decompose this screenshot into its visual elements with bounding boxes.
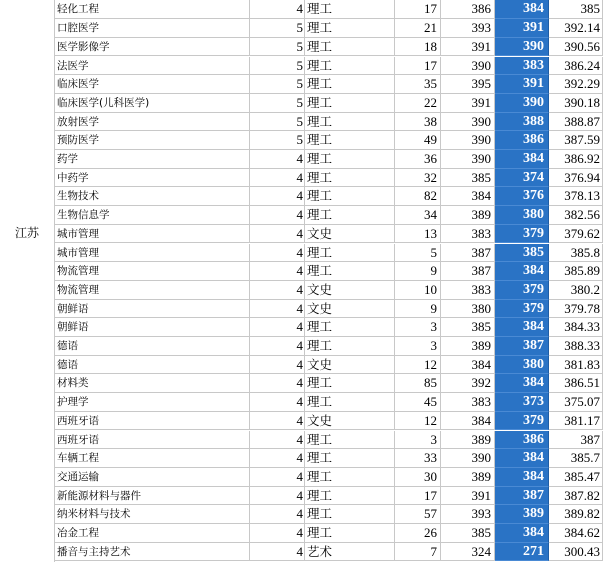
- major-cell[interactable]: 生物技术: [54, 187, 250, 206]
- category-cell[interactable]: 理工: [305, 131, 395, 150]
- avg-score-cell[interactable]: 376.94: [549, 169, 603, 188]
- category-cell[interactable]: 理工: [305, 150, 395, 169]
- years-cell[interactable]: 4: [250, 374, 305, 393]
- min-score-cell[interactable]: 389: [495, 505, 549, 524]
- avg-score-cell[interactable]: 385.89: [549, 262, 603, 281]
- category-cell[interactable]: 文史: [305, 356, 395, 375]
- table-row: [54, 393, 600, 412]
- category-cell[interactable]: 艺术: [305, 543, 395, 562]
- plan-count-cell[interactable]: 32: [395, 169, 441, 188]
- table-row: [54, 244, 600, 263]
- major-cell[interactable]: 材料类: [54, 374, 250, 393]
- min-score-cell[interactable]: 376: [495, 187, 549, 206]
- major-cell[interactable]: 物流管理: [54, 281, 250, 300]
- plan-count-cell[interactable]: 3: [395, 318, 441, 337]
- max-score-cell[interactable]: 392: [441, 374, 495, 393]
- years-cell[interactable]: 5: [250, 57, 305, 76]
- max-score-cell[interactable]: 385: [441, 169, 495, 188]
- max-score-cell[interactable]: 384: [441, 356, 495, 375]
- min-score-cell[interactable]: 386: [495, 431, 549, 450]
- category-cell[interactable]: 理工: [305, 206, 395, 225]
- category-cell[interactable]: 理工: [305, 431, 395, 450]
- min-score-cell[interactable]: 384: [495, 150, 549, 169]
- plan-count-cell[interactable]: 21: [395, 19, 441, 38]
- category-cell[interactable]: 文史: [305, 300, 395, 319]
- max-score-cell[interactable]: 395: [441, 75, 495, 94]
- major-cell[interactable]: 护理学: [54, 393, 250, 412]
- major-cell[interactable]: 交通运输: [54, 468, 250, 487]
- avg-score-cell[interactable]: 381.83: [549, 356, 603, 375]
- min-score-cell[interactable]: 386: [495, 131, 549, 150]
- category-cell[interactable]: 理工: [305, 393, 395, 412]
- years-cell[interactable]: 4: [250, 262, 305, 281]
- years-cell[interactable]: 5: [250, 75, 305, 94]
- min-score-cell[interactable]: 379: [495, 412, 549, 431]
- plan-count-cell[interactable]: 26: [395, 524, 441, 543]
- major-cell[interactable]: 中药学: [54, 169, 250, 188]
- avg-score-cell[interactable]: 386.92: [549, 150, 603, 169]
- min-score-cell[interactable]: 380: [495, 206, 549, 225]
- min-score-cell[interactable]: 387: [495, 487, 549, 506]
- avg-score-cell[interactable]: 390.56: [549, 38, 603, 57]
- min-score-cell[interactable]: 384: [495, 524, 549, 543]
- years-cell[interactable]: 5: [250, 131, 305, 150]
- major-cell[interactable]: 口腔医学: [54, 19, 250, 38]
- plan-count-cell[interactable]: 82: [395, 187, 441, 206]
- years-cell[interactable]: 4: [250, 150, 305, 169]
- major-cell[interactable]: 法医学: [54, 57, 250, 76]
- plan-count-cell[interactable]: 38: [395, 113, 441, 132]
- major-cell[interactable]: 轻化工程: [54, 0, 250, 19]
- years-cell[interactable]: 4: [250, 169, 305, 188]
- avg-score-cell[interactable]: 392.14: [549, 19, 603, 38]
- category-cell[interactable]: 理工: [305, 487, 395, 506]
- table-row: [54, 337, 600, 356]
- max-score-cell[interactable]: 385: [441, 318, 495, 337]
- table-row: [54, 468, 600, 487]
- years-cell[interactable]: 4: [250, 356, 305, 375]
- major-cell[interactable]: 播音与主持艺术: [54, 543, 250, 562]
- table-row: [54, 281, 600, 300]
- min-score-cell[interactable]: 384: [495, 449, 549, 468]
- max-score-cell[interactable]: 391: [441, 487, 495, 506]
- major-cell[interactable]: 药学: [54, 150, 250, 169]
- avg-score-cell[interactable]: 389.82: [549, 505, 603, 524]
- min-score-cell[interactable]: 385: [495, 244, 549, 263]
- plan-count-cell[interactable]: 45: [395, 393, 441, 412]
- category-cell[interactable]: 理工: [305, 113, 395, 132]
- plan-count-cell[interactable]: 7: [395, 543, 441, 562]
- max-score-cell[interactable]: 393: [441, 19, 495, 38]
- major-cell[interactable]: 朝鲜语: [54, 300, 250, 319]
- max-score-cell[interactable]: 391: [441, 94, 495, 113]
- min-score-cell[interactable]: 384: [495, 0, 549, 19]
- plan-count-cell[interactable]: 49: [395, 131, 441, 150]
- years-cell[interactable]: 5: [250, 113, 305, 132]
- max-score-cell[interactable]: 389: [441, 468, 495, 487]
- max-score-cell[interactable]: 387: [441, 244, 495, 263]
- category-cell[interactable]: 理工: [305, 262, 395, 281]
- max-score-cell[interactable]: 386: [441, 0, 495, 19]
- max-score-cell[interactable]: 389: [441, 206, 495, 225]
- years-cell[interactable]: 4: [250, 505, 305, 524]
- max-score-cell[interactable]: 390: [441, 449, 495, 468]
- avg-score-cell[interactable]: 386.51: [549, 374, 603, 393]
- plan-count-cell[interactable]: 17: [395, 487, 441, 506]
- avg-score-cell[interactable]: 385.7: [549, 449, 603, 468]
- plan-count-cell[interactable]: 22: [395, 94, 441, 113]
- min-score-cell[interactable]: 384: [495, 318, 549, 337]
- min-score-cell[interactable]: 374: [495, 169, 549, 188]
- table-row: [54, 505, 600, 524]
- category-cell[interactable]: 理工: [305, 19, 395, 38]
- major-cell[interactable]: 城市管理: [54, 244, 250, 263]
- min-score-cell[interactable]: 388: [495, 113, 549, 132]
- major-cell[interactable]: 朝鲜语: [54, 318, 250, 337]
- avg-score-cell[interactable]: 388.33: [549, 337, 603, 356]
- years-cell[interactable]: 4: [250, 431, 305, 450]
- years-cell[interactable]: 4: [250, 225, 305, 244]
- major-cell[interactable]: 临床医学(儿科医学): [54, 94, 250, 113]
- years-cell[interactable]: 4: [250, 244, 305, 263]
- category-cell[interactable]: 理工: [305, 187, 395, 206]
- years-cell[interactable]: 4: [250, 337, 305, 356]
- min-score-cell[interactable]: 380: [495, 356, 549, 375]
- category-cell[interactable]: 文史: [305, 225, 395, 244]
- avg-score-cell[interactable]: 378.13: [549, 187, 603, 206]
- avg-score-cell[interactable]: 387: [549, 431, 603, 450]
- max-score-cell[interactable]: 387: [441, 262, 495, 281]
- category-cell[interactable]: 理工: [305, 524, 395, 543]
- years-cell[interactable]: 4: [250, 281, 305, 300]
- table-row: [54, 206, 600, 225]
- table-row: [54, 318, 600, 337]
- major-cell[interactable]: 西班牙语: [54, 431, 250, 450]
- category-cell[interactable]: 理工: [305, 75, 395, 94]
- min-score-cell[interactable]: 384: [495, 374, 549, 393]
- min-score-cell[interactable]: 391: [495, 75, 549, 94]
- major-cell[interactable]: 车辆工程: [54, 449, 250, 468]
- max-score-cell[interactable]: 390: [441, 150, 495, 169]
- plan-count-cell[interactable]: 34: [395, 206, 441, 225]
- years-cell[interactable]: 5: [250, 38, 305, 57]
- years-cell[interactable]: 5: [250, 19, 305, 38]
- min-score-cell[interactable]: 391: [495, 19, 549, 38]
- avg-score-cell[interactable]: 379.78: [549, 300, 603, 319]
- min-score-cell[interactable]: 390: [495, 38, 549, 57]
- avg-score-cell[interactable]: 379.62: [549, 225, 603, 244]
- years-cell[interactable]: 4: [250, 487, 305, 506]
- years-cell[interactable]: 5: [250, 94, 305, 113]
- table-row: [54, 75, 600, 94]
- category-cell[interactable]: 理工: [305, 337, 395, 356]
- category-cell[interactable]: 理工: [305, 244, 395, 263]
- major-cell[interactable]: 预防医学: [54, 131, 250, 150]
- avg-score-cell[interactable]: 392.29: [549, 75, 603, 94]
- years-cell[interactable]: 4: [250, 449, 305, 468]
- table-row: [54, 412, 600, 431]
- avg-score-cell[interactable]: 300.43: [549, 543, 603, 562]
- max-score-cell[interactable]: 384: [441, 412, 495, 431]
- avg-score-cell[interactable]: 385.8: [549, 244, 603, 263]
- table-row: [54, 225, 600, 244]
- category-cell[interactable]: 理工: [305, 57, 395, 76]
- max-score-cell[interactable]: 385: [441, 524, 495, 543]
- plan-count-cell[interactable]: 18: [395, 38, 441, 57]
- category-cell[interactable]: 文史: [305, 281, 395, 300]
- plan-count-cell[interactable]: 17: [395, 0, 441, 19]
- plan-count-cell[interactable]: 30: [395, 468, 441, 487]
- category-cell[interactable]: 理工: [305, 38, 395, 57]
- category-cell[interactable]: 理工: [305, 468, 395, 487]
- table-row: [54, 113, 600, 132]
- table-row: [54, 187, 600, 206]
- plan-count-cell[interactable]: 33: [395, 449, 441, 468]
- max-score-cell[interactable]: 390: [441, 113, 495, 132]
- table-row: [54, 57, 600, 76]
- avg-score-cell[interactable]: 384.62: [549, 524, 603, 543]
- years-cell[interactable]: 4: [250, 0, 305, 19]
- max-score-cell[interactable]: 389: [441, 337, 495, 356]
- major-cell[interactable]: 放射医学: [54, 113, 250, 132]
- min-score-cell[interactable]: 379: [495, 300, 549, 319]
- avg-score-cell[interactable]: 381.17: [549, 412, 603, 431]
- years-cell[interactable]: 4: [250, 543, 305, 562]
- max-score-cell[interactable]: 390: [441, 57, 495, 76]
- table-row: [54, 524, 600, 543]
- max-score-cell[interactable]: 389: [441, 431, 495, 450]
- plan-count-cell[interactable]: 3: [395, 337, 441, 356]
- years-cell[interactable]: 4: [250, 468, 305, 487]
- major-cell[interactable]: 纳米材料与技术: [54, 505, 250, 524]
- major-cell[interactable]: 城市管理: [54, 225, 250, 244]
- avg-score-cell[interactable]: 380.2: [549, 281, 603, 300]
- category-cell[interactable]: 文史: [305, 412, 395, 431]
- plan-count-cell[interactable]: 9: [395, 300, 441, 319]
- plan-count-cell[interactable]: 17: [395, 57, 441, 76]
- major-cell[interactable]: 生物信息学: [54, 206, 250, 225]
- avg-score-cell[interactable]: 375.07: [549, 393, 603, 412]
- category-cell[interactable]: 理工: [305, 318, 395, 337]
- min-score-cell[interactable]: 271: [495, 543, 549, 562]
- category-cell[interactable]: 理工: [305, 94, 395, 113]
- plan-count-cell[interactable]: 85: [395, 374, 441, 393]
- min-score-cell[interactable]: 384: [495, 262, 549, 281]
- avg-score-cell[interactable]: 387.82: [549, 487, 603, 506]
- max-score-cell[interactable]: 380: [441, 300, 495, 319]
- plan-count-cell[interactable]: 12: [395, 356, 441, 375]
- table-row: [54, 374, 600, 393]
- years-cell[interactable]: 4: [250, 524, 305, 543]
- category-cell[interactable]: 理工: [305, 505, 395, 524]
- avg-score-cell[interactable]: 382.56: [549, 206, 603, 225]
- major-cell[interactable]: 医学影像学: [54, 38, 250, 57]
- max-score-cell[interactable]: 324: [441, 543, 495, 562]
- min-score-cell[interactable]: 373: [495, 393, 549, 412]
- plan-count-cell[interactable]: 3: [395, 431, 441, 450]
- category-cell[interactable]: 理工: [305, 169, 395, 188]
- avg-score-cell[interactable]: 384.33: [549, 318, 603, 337]
- province-cell[interactable]: [0, 0, 55, 562]
- max-score-cell[interactable]: 393: [441, 505, 495, 524]
- avg-score-cell[interactable]: 386.24: [549, 57, 603, 76]
- major-cell[interactable]: 临床医学: [54, 75, 250, 94]
- max-score-cell[interactable]: 383: [441, 281, 495, 300]
- avg-score-cell[interactable]: 390.18: [549, 94, 603, 113]
- years-cell[interactable]: 4: [250, 206, 305, 225]
- plan-count-cell[interactable]: 10: [395, 281, 441, 300]
- table-row: [54, 487, 600, 506]
- table-row: [54, 150, 600, 169]
- years-cell[interactable]: 4: [250, 187, 305, 206]
- major-cell[interactable]: 冶金工程: [54, 524, 250, 543]
- avg-score-cell[interactable]: 388.87: [549, 113, 603, 132]
- plan-count-cell[interactable]: 35: [395, 75, 441, 94]
- table-row: [54, 300, 600, 319]
- max-score-cell[interactable]: 383: [441, 225, 495, 244]
- major-cell[interactable]: 德语: [54, 356, 250, 375]
- major-cell[interactable]: 物流管理: [54, 262, 250, 281]
- table-row: [54, 262, 600, 281]
- avg-score-cell[interactable]: 387.59: [549, 131, 603, 150]
- table-row: [54, 431, 600, 450]
- plan-count-cell[interactable]: 5: [395, 244, 441, 263]
- plan-count-cell[interactable]: 9: [395, 262, 441, 281]
- min-score-cell[interactable]: 387: [495, 337, 549, 356]
- years-cell[interactable]: 4: [250, 393, 305, 412]
- plan-count-cell[interactable]: 57: [395, 505, 441, 524]
- min-score-cell[interactable]: 379: [495, 281, 549, 300]
- plan-count-cell[interactable]: 13: [395, 225, 441, 244]
- category-cell[interactable]: 理工: [305, 0, 395, 19]
- table-row: [54, 94, 600, 113]
- table-row: [54, 449, 600, 468]
- table-row: [54, 169, 600, 188]
- major-cell[interactable]: 新能源材料与器件: [54, 487, 250, 506]
- years-cell[interactable]: 4: [250, 412, 305, 431]
- major-cell[interactable]: 西班牙语: [54, 412, 250, 431]
- years-cell[interactable]: 4: [250, 318, 305, 337]
- table-row: [54, 0, 600, 19]
- avg-score-cell[interactable]: 385.47: [549, 468, 603, 487]
- max-score-cell[interactable]: 384: [441, 187, 495, 206]
- category-cell[interactable]: 理工: [305, 374, 395, 393]
- min-score-cell[interactable]: 384: [495, 468, 549, 487]
- max-score-cell[interactable]: 391: [441, 38, 495, 57]
- min-score-cell[interactable]: 390: [495, 94, 549, 113]
- table-row: [54, 131, 600, 150]
- table-row: [54, 356, 600, 375]
- table-row: [54, 543, 600, 562]
- table-row: [54, 38, 600, 57]
- plan-count-cell[interactable]: 12: [395, 412, 441, 431]
- province-label: 江苏: [14, 226, 39, 240]
- category-cell[interactable]: 理工: [305, 449, 395, 468]
- avg-score-cell[interactable]: 385: [549, 0, 603, 19]
- max-score-cell[interactable]: 390: [441, 131, 495, 150]
- years-cell[interactable]: 4: [250, 300, 305, 319]
- max-score-cell[interactable]: 383: [441, 393, 495, 412]
- table-row: [54, 19, 600, 38]
- major-cell[interactable]: 德语: [54, 337, 250, 356]
- min-score-cell[interactable]: 379: [495, 225, 549, 244]
- plan-count-cell[interactable]: 36: [395, 150, 441, 169]
- min-score-cell[interactable]: 383: [495, 57, 549, 76]
